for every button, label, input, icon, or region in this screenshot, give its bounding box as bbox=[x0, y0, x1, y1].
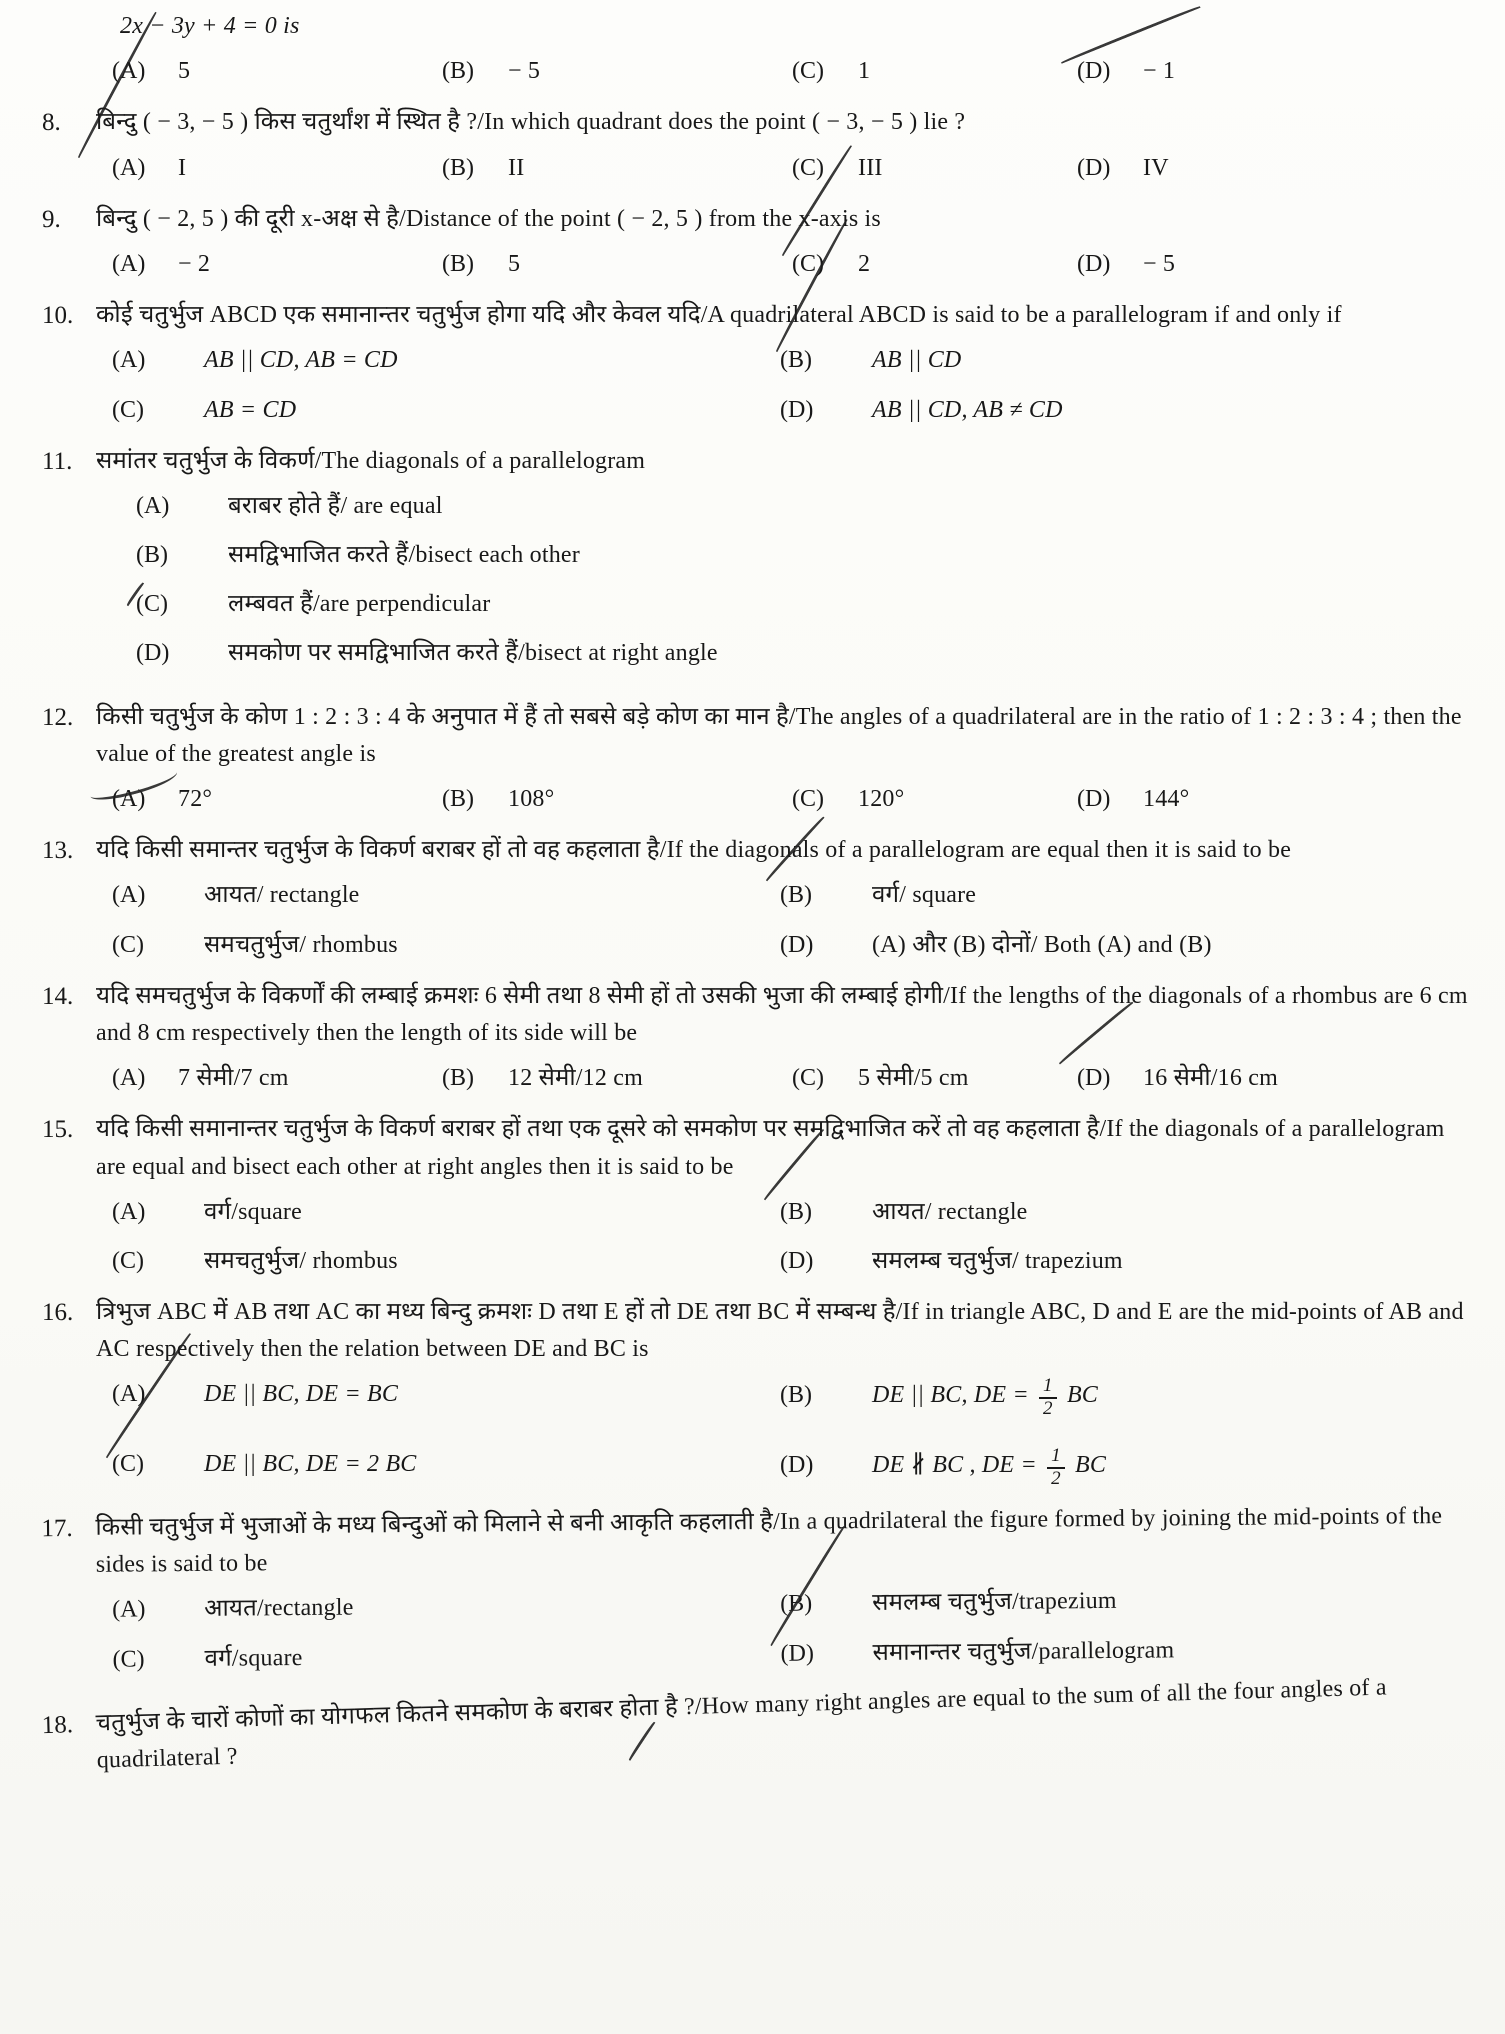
option-b bbox=[442, 1060, 792, 1097]
option-b bbox=[780, 1194, 1479, 1231]
option-text: वर्ग/ square bbox=[872, 882, 977, 909]
question-text: समांतर चतुर्भुज के विकर्ण/The diagonals of a parallelogram bbox=[96, 447, 646, 474]
option-text bbox=[872, 1445, 1107, 1490]
option-text: − 1 bbox=[1143, 58, 1176, 85]
option-text: III bbox=[858, 154, 883, 181]
question-number: 13. bbox=[42, 837, 74, 865]
option-label: (D) bbox=[1077, 1065, 1111, 1092]
option-label: (D) bbox=[780, 396, 814, 423]
question-number: 9. bbox=[42, 205, 61, 233]
option-text: AB || CD bbox=[872, 347, 962, 374]
option-label: (B) bbox=[442, 1065, 474, 1092]
options-grid bbox=[96, 1580, 1480, 1678]
option-text: 12 सेमी/12 cm bbox=[508, 1065, 643, 1092]
option-label: (D) bbox=[780, 1640, 815, 1667]
question-text: किसी चतुर्भुज में भुजाओं के मध्य बिन्दुओं को मिलाने से बनी आकृति कहलाती है/In a quadrilateral the figure formed by joining the mid-points of the sides is said to be bbox=[95, 1503, 1443, 1578]
fraction bbox=[1039, 1376, 1057, 1420]
option-text: IV bbox=[1143, 154, 1169, 181]
question-13 bbox=[42, 832, 1479, 964]
options-row bbox=[96, 781, 1479, 818]
option-a bbox=[112, 1376, 780, 1420]
option-label: (C) bbox=[136, 591, 168, 618]
question-text: बिन्दु ( − 2, 5 ) की दूरी x-अक्ष से है/Distance of the point ( − 2, 5 ) from the x-axis is bbox=[96, 205, 881, 232]
option-text: समकोण पर समद्विभाजित करते हैं/bisect at right angle bbox=[228, 640, 718, 667]
options-list bbox=[96, 488, 1479, 673]
option-text: DE || BC, DE = BC bbox=[204, 1381, 399, 1408]
question-text: यदि किसी समान्तर चतुर्भुज के विकर्ण बराबर हों तो वह कहलाता है/If the diagonals of a parallelogram are equal then it is said to be bbox=[96, 837, 1292, 864]
option-text: 108° bbox=[508, 786, 555, 812]
option-text: वर्ग/square bbox=[204, 1198, 302, 1225]
question-17 bbox=[41, 1498, 1479, 1679]
question-9 bbox=[42, 201, 1479, 283]
options-grid bbox=[96, 877, 1479, 963]
option-label: (B) bbox=[442, 250, 474, 277]
option-c bbox=[112, 1243, 780, 1280]
option-label: (D) bbox=[780, 931, 814, 958]
question-10 bbox=[42, 297, 1479, 429]
option-a bbox=[112, 877, 780, 914]
option-d bbox=[1077, 246, 1479, 283]
option-text-suffix: BC bbox=[1060, 1382, 1099, 1409]
question-text: 2x − 3y + 4 = 0 is bbox=[120, 13, 300, 39]
option-label: (A) bbox=[112, 250, 146, 277]
question-text: बिन्दु ( − 3, − 5 ) किस चतुर्थांश में स्थित है ?/In which quadrant does the point ( − 3, − 5 ) lie ? bbox=[96, 109, 966, 136]
option-b bbox=[442, 246, 792, 283]
option-label: (A) bbox=[112, 882, 146, 909]
question-text: किसी चतुर्भुज के कोण 1 : 2 : 3 : 4 के अनुपात में हैं तो सबसे बड़े कोण का मान है/The angles of a quadrilateral are in the ratio of 1 : 2 : 3 : 4 ; then the value of the greatest angle is bbox=[96, 703, 1462, 767]
fraction bbox=[1047, 1446, 1065, 1490]
question-18 bbox=[41, 1667, 1480, 1781]
option-b bbox=[442, 150, 792, 187]
question-number: 14. bbox=[42, 982, 74, 1010]
option-text: समलम्ब चतुर्भुज/ trapezium bbox=[872, 1247, 1123, 1274]
question-number: 15. bbox=[42, 1116, 74, 1144]
question-number: 10. bbox=[42, 302, 74, 330]
option-text: DE || BC, DE = 2 BC bbox=[204, 1451, 417, 1478]
option-d bbox=[1077, 150, 1479, 187]
option-b bbox=[780, 1376, 1479, 1420]
option-label: (A) bbox=[112, 786, 146, 812]
option-text-prefix: DE || BC, DE = bbox=[872, 1382, 1036, 1409]
question-7-partial bbox=[42, 8, 1479, 90]
option-text: 72° bbox=[178, 786, 213, 812]
question-14 bbox=[42, 978, 1479, 1098]
option-text: आयत/rectangle bbox=[204, 1594, 354, 1623]
question-text: त्रिभुज ABC में AB तथा AC का मध्य बिन्दु क्रमशः D तथा E हों तो DE तथा BC में सम्बन्ध है/If in triangle ABC, D and E are the mid-points of AB and AC respectively then the relation between DE and BC is bbox=[96, 1299, 1464, 1363]
option-label: (C) bbox=[112, 1247, 144, 1274]
option-label: (D) bbox=[1077, 250, 1111, 277]
question-11 bbox=[42, 443, 1479, 685]
option-b bbox=[136, 537, 1479, 574]
question-number: 12. bbox=[42, 703, 74, 731]
option-text: 1 bbox=[858, 58, 871, 85]
question-number bbox=[42, 8, 96, 90]
question-12 bbox=[42, 699, 1479, 819]
option-a bbox=[112, 342, 780, 379]
option-label: (A) bbox=[136, 492, 170, 519]
option-label: (D) bbox=[780, 1247, 814, 1274]
option-label: (B) bbox=[780, 882, 812, 909]
option-d bbox=[136, 635, 1479, 672]
option-text: आयत/ rectangle bbox=[204, 882, 360, 909]
option-d bbox=[780, 927, 1479, 964]
option-label: (A) bbox=[112, 1381, 146, 1408]
option-text bbox=[872, 1375, 1099, 1420]
question-text: यदि किसी समानान्तर चतुर्भुज के विकर्ण बराबर हों तथा एक दूसरे को समकोण पर समद्विभाजित करें तो वह कहलाता है/If the diagonals of a parallelogram are equal and bisect each other at right angles then it is said to be bbox=[96, 1116, 1445, 1180]
option-a bbox=[112, 1194, 780, 1231]
option-a bbox=[136, 488, 1479, 525]
option-label: (D) bbox=[1077, 58, 1111, 85]
fraction-numerator: 1 bbox=[1039, 1376, 1057, 1399]
option-label: (C) bbox=[792, 154, 824, 181]
option-d bbox=[1077, 1060, 1479, 1097]
option-text: AB = CD bbox=[204, 396, 297, 423]
options-grid bbox=[96, 342, 1479, 428]
option-text: 16 सेमी/16 cm bbox=[1143, 1065, 1278, 1092]
option-c bbox=[112, 927, 780, 964]
option-b bbox=[780, 342, 1479, 379]
option-text: − 5 bbox=[1143, 250, 1176, 277]
question-text: कोई चतुर्भुज ABCD एक समानान्तर चतुर्भुज होगा यदि और केवल यदि/A quadrilateral ABCD is said to be a parallelogram if and only if bbox=[96, 302, 1342, 329]
options-grid bbox=[96, 1376, 1479, 1490]
question-16 bbox=[42, 1294, 1479, 1490]
option-c bbox=[112, 392, 780, 429]
question-number: 18. bbox=[41, 1710, 74, 1739]
option-a bbox=[112, 53, 442, 90]
option-label: (D) bbox=[136, 640, 170, 667]
option-label: (C) bbox=[112, 931, 144, 958]
option-label: (B) bbox=[780, 1590, 813, 1618]
option-text: समलम्ब चतुर्भुज/trapezium bbox=[872, 1588, 1117, 1617]
option-text: AB || CD, AB = CD bbox=[204, 347, 398, 374]
option-label: (D) bbox=[1077, 154, 1111, 181]
option-c bbox=[112, 1635, 780, 1678]
option-c bbox=[112, 1446, 780, 1490]
option-b bbox=[780, 1580, 1479, 1623]
question-number: 8. bbox=[42, 109, 61, 137]
question-15 bbox=[42, 1111, 1479, 1280]
option-a bbox=[112, 781, 442, 818]
option-text: − 5 bbox=[508, 58, 541, 85]
options-grid bbox=[96, 1194, 1479, 1280]
question-number: 17. bbox=[41, 1515, 73, 1543]
option-label: (B) bbox=[442, 154, 474, 181]
option-text: 5 bbox=[508, 250, 521, 277]
option-text-suffix: BC bbox=[1068, 1452, 1107, 1479]
options-row bbox=[96, 246, 1479, 283]
options-row bbox=[96, 150, 1479, 187]
option-text: AB || CD, AB ≠ CD bbox=[872, 396, 1063, 423]
option-text: − 2 bbox=[178, 250, 211, 277]
fraction-numerator: 1 bbox=[1047, 1446, 1065, 1469]
fraction-denominator: 2 bbox=[1043, 1398, 1053, 1420]
option-label: (A) bbox=[112, 154, 146, 181]
option-text: 5 सेमी/5 cm bbox=[858, 1065, 969, 1092]
option-b bbox=[780, 877, 1479, 914]
option-label: (C) bbox=[792, 58, 824, 85]
option-text: 7 सेमी/7 cm bbox=[178, 1065, 289, 1092]
option-label: (C) bbox=[112, 1451, 144, 1478]
option-label: (C) bbox=[112, 396, 144, 423]
question-number: 16. bbox=[42, 1299, 74, 1327]
option-label: (B) bbox=[780, 347, 812, 374]
option-c bbox=[792, 246, 1077, 283]
option-c bbox=[792, 1060, 1077, 1097]
question-8 bbox=[42, 104, 1479, 186]
option-d bbox=[780, 1243, 1479, 1280]
option-label: (A) bbox=[112, 1596, 146, 1624]
option-text: समचतुर्भुज/ rhombus bbox=[204, 931, 398, 958]
option-text: लम्बवत हैं/are perpendicular bbox=[228, 591, 491, 618]
option-label: (C) bbox=[792, 786, 824, 812]
option-text: 5 bbox=[178, 58, 191, 85]
option-label: (D) bbox=[780, 1452, 814, 1479]
option-d bbox=[780, 392, 1479, 429]
option-d bbox=[1077, 781, 1479, 818]
option-label: (B) bbox=[780, 1198, 812, 1225]
option-label: (B) bbox=[780, 1382, 812, 1409]
option-text: 120° bbox=[858, 786, 905, 812]
option-text: समचतुर्भुज/ rhombus bbox=[204, 1247, 398, 1274]
option-c bbox=[136, 586, 1479, 623]
option-a bbox=[112, 150, 442, 187]
question-number: 11. bbox=[42, 447, 73, 475]
option-d bbox=[1077, 53, 1479, 90]
option-label: (C) bbox=[112, 1645, 145, 1673]
option-label: (D) bbox=[1077, 786, 1111, 812]
option-b bbox=[442, 53, 792, 90]
option-a bbox=[112, 1586, 780, 1629]
option-b bbox=[442, 781, 792, 818]
option-label: (C) bbox=[792, 250, 824, 277]
option-text: II bbox=[508, 154, 525, 181]
option-text: वर्ग/square bbox=[204, 1644, 303, 1672]
option-text: (A) और (B) दोनों/ Both (A) and (B) bbox=[872, 931, 1212, 958]
option-label: (B) bbox=[442, 58, 474, 85]
option-label: (B) bbox=[442, 786, 474, 812]
options-row bbox=[96, 53, 1479, 90]
option-d bbox=[780, 1446, 1479, 1490]
option-text: बराबर होते हैं/ are equal bbox=[228, 492, 443, 519]
option-d bbox=[780, 1629, 1479, 1672]
option-text: I bbox=[178, 154, 187, 181]
option-label: (C) bbox=[792, 1065, 824, 1092]
option-text: 144° bbox=[1143, 786, 1190, 812]
option-text: समानान्तर चतुर्भुज/parallelogram bbox=[872, 1636, 1175, 1666]
option-c bbox=[792, 150, 1077, 187]
option-c bbox=[792, 53, 1077, 90]
option-c bbox=[792, 781, 1077, 818]
fraction-denominator: 2 bbox=[1051, 1468, 1061, 1490]
question-text: यदि समचतुर्भुज के विकर्णों की लम्बाई क्रमशः 6 सेमी तथा 8 सेमी हों तो उसकी भुजा की लम्बाई होगी/If the lengths of the diagonals of a rhombus are 6 cm and 8 cm respectively then the length of its side will be bbox=[96, 982, 1468, 1046]
option-label: (A) bbox=[112, 1198, 146, 1225]
option-a bbox=[112, 1060, 442, 1097]
option-label: (A) bbox=[112, 1065, 146, 1092]
option-text: समद्विभाजित करते हैं/bisect each other bbox=[228, 542, 580, 569]
option-label: (A) bbox=[112, 347, 146, 374]
option-label: (B) bbox=[136, 542, 168, 569]
options-row bbox=[96, 1060, 1479, 1097]
option-text: आयत/ rectangle bbox=[872, 1198, 1028, 1225]
option-text-prefix: DE ∦ BC , DE = bbox=[872, 1452, 1044, 1479]
question-text: चतुर्भुज के चारों कोणों का योगफल कितने समकोण के बराबर होता है ?/How many right angles are equal to the sum of all the four angles of a quadrilateral ? bbox=[95, 1674, 1387, 1774]
option-text: 2 bbox=[858, 250, 871, 277]
option-a bbox=[112, 246, 442, 283]
option-label: (A) bbox=[112, 58, 146, 85]
